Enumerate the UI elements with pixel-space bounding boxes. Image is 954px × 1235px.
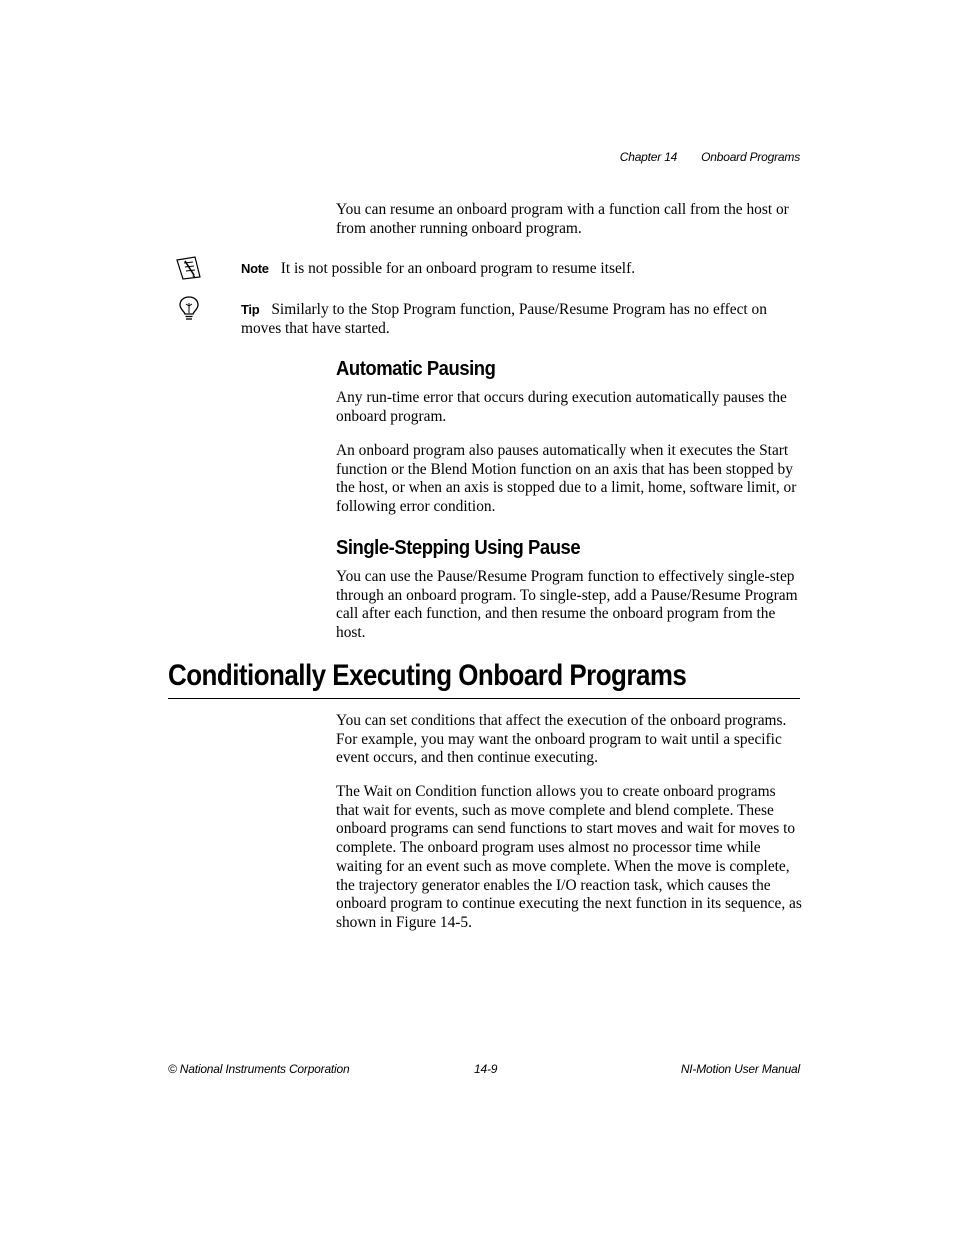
- running-header: [620, 150, 800, 164]
- header-title: Onboard Programs: [701, 150, 800, 164]
- heading-conditionally-executing: Conditionally Executing Onboard Programs: [168, 659, 687, 692]
- tip-label: Tip: [241, 302, 260, 317]
- note-icon: [175, 255, 203, 286]
- automatic-pausing-paragraph-1: Any run-time error that occurs during execution automatically pauses the onboard program.: [336, 389, 787, 425]
- note-text: It is not possible for an onboard program to resume itself.: [280, 260, 636, 277]
- tip-text: Similarly to the Stop Program function, Pause/Resume Program has no effect on moves that have started.: [241, 301, 767, 337]
- automatic-pausing-paragraph-2: An onboard program also pauses automatically when it executes the Start function or the Blend Motion function on an axis that has been stopped by the host, or when an axis is stopped due to a limit, home, software limit, or following error condition.: [336, 442, 797, 516]
- heading-rule: [168, 698, 800, 699]
- single-stepping-paragraph: You can use the Pause/Resume Program function to effectively single-step through an onboard program. To single-step, add a Pause/Resume Program call after each function, and then resume the onboard program from the host.: [336, 568, 798, 642]
- footer-page-number: 14-9: [474, 1062, 498, 1076]
- header-chapter: Chapter 14: [619, 150, 678, 164]
- heading-single-stepping: Single-Stepping Using Pause: [336, 536, 581, 559]
- footer-copyright: © National Instruments Corporation: [168, 1062, 350, 1076]
- note-label: Note: [241, 261, 269, 276]
- heading-automatic-pausing: Automatic Pausing: [336, 357, 496, 380]
- conditional-paragraph-1: You can set conditions that affect the execution of the onboard programs. For example, you may want the onboard program to wait until a specific event occurs, and then continue executing.: [336, 712, 787, 767]
- conditional-paragraph-2: The Wait on Condition function allows you to create onboard programs that wait for events, such as move complete and blend complete. These onboard programs can send functions to start moves and wait for moves to complete. The onboard program uses almost no processor time while waiting for an event such as move complete. When the move is complete, the trajectory generator enables the I/O reaction task, which causes the onboard program to continue executing the next function in its sequence, as shown in Figure 14-5.: [336, 783, 802, 931]
- note-callout: [241, 260, 801, 279]
- footer-manual-title: NI-Motion User Manual: [680, 1062, 800, 1076]
- intro-paragraph: You can resume an onboard program with a function call from the host or from another running onboard program.: [336, 201, 789, 237]
- lightbulb-icon: [178, 295, 200, 328]
- tip-callout: [241, 301, 801, 338]
